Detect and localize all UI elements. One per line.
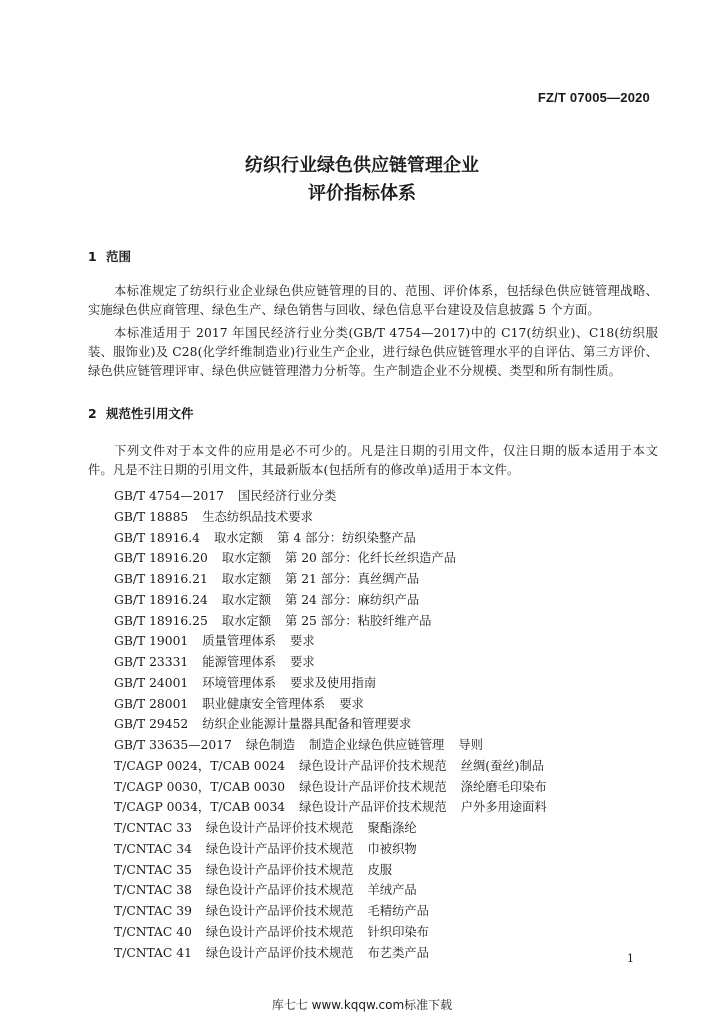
reference-item: [114, 901, 674, 922]
section-1-paragraph-1: 本标准规定了纺织行业企业绿色供应链管理的目的、范围、评价体系，包括绿色供应链管理战略、实施绿色供应商管理、绿色生产、绿色销售与回收、绿色信息平台建设及信息披露 5 个方面。: [88, 284, 658, 317]
section-1-number: 1: [88, 249, 97, 264]
reference-title-part: 涤纶磨毛印染布: [460, 779, 547, 794]
reference-title-part: 环境管理体系: [202, 675, 277, 690]
reference-item: [114, 507, 674, 528]
section-2-intro: 下列文件对于本文件的应用是必不可少的。凡是注日期的引用文件，仅注日期的版本适用于本文件。凡是不注日期的引用文件，其最新版本(包括所有的修改单)适用于本文件。: [88, 444, 658, 477]
reference-item: [114, 548, 674, 569]
reference-item: [114, 631, 674, 652]
reference-code: GB/T 33635—2017: [114, 738, 232, 752]
reference-title-part: 绿色设计产品评价技术规范: [205, 945, 354, 960]
reference-title-part: 第 20 部分：化纤长丝织造产品: [285, 551, 457, 566]
reference-title-part: 绿色制造: [245, 738, 296, 752]
reference-title-part: 绿色设计产品评价技术规范: [205, 904, 354, 918]
reference-code: T/CAGP 0034，T/CAB 0034: [114, 800, 286, 815]
reference-title-part: 巾被织物: [367, 841, 417, 856]
reference-code: T/CAGP 0024，T/CAB 0024: [114, 758, 286, 773]
reference-title-part: 能源管理体系: [202, 655, 277, 669]
reference-code: GB/T 19001: [114, 634, 189, 649]
reference-code: GB/T 4754—2017: [114, 489, 224, 503]
reference-title-part: 绿色设计产品评价技术规范: [205, 862, 354, 877]
reference-code: GB/T 23331: [114, 655, 189, 669]
reference-item: [114, 652, 674, 673]
reference-title-part: 制造企业绿色供应链管理: [309, 738, 445, 752]
reference-item: [114, 611, 674, 632]
section-2-number: 2: [88, 406, 97, 421]
reference-title-part: 取水定额: [221, 572, 271, 586]
reference-title-part: 要求及使用指南: [290, 675, 377, 690]
standard-number: FZ/T 07005—2020: [537, 90, 650, 105]
section-2-heading: [88, 404, 194, 422]
reference-item: [114, 486, 674, 507]
page-number: 1: [627, 952, 634, 965]
reference-code: GB/T 29452: [114, 717, 189, 732]
reference-item: [114, 860, 674, 881]
reference-code: T/CNTAC 34: [114, 841, 192, 856]
reference-title-part: 绿色设计产品评价技术规范: [299, 800, 447, 815]
reference-title-part: 绿色设计产品评价技术规范: [299, 758, 447, 773]
reference-title-part: 职业健康安全管理体系: [202, 696, 326, 711]
reference-code: GB/T 18916.25: [114, 613, 208, 628]
reference-title-part: 羊绒产品: [367, 883, 417, 898]
reference-title-part: 纺织企业能源计量器具配备和管理要求: [202, 717, 412, 732]
reference-code: GB/T 18885: [114, 509, 189, 524]
reference-code: T/CNTAC 41: [114, 945, 192, 960]
reference-title-part: 取水定额: [213, 530, 264, 545]
reference-title-part: 第 4 部分：纺织染整产品: [277, 530, 416, 545]
reference-title-part: 取水定额: [221, 551, 271, 566]
reference-title-part: 皮服: [367, 862, 393, 877]
reference-item: [114, 797, 674, 818]
reference-item: [114, 569, 674, 590]
footer-watermark: 库七七 www.kqqw.com标准下载: [271, 998, 453, 1012]
reference-title-part: 第 25 部分：粘胶纤维产品: [285, 613, 432, 628]
reference-title-part: 户外多用途面料: [460, 800, 547, 815]
reference-title-part: 第 24 部分：麻纺织产品: [285, 592, 420, 607]
reference-code: GB/T 24001: [114, 675, 189, 690]
reference-code: GB/T 18916.21: [114, 572, 208, 586]
reference-code: GB/T 18916.24: [114, 592, 208, 607]
reference-code: T/CAGP 0030，T/CAB 0030: [114, 779, 286, 794]
reference-code: T/CNTAC 33: [114, 821, 192, 835]
section-1-paragraph-2: 本标准适用于 2017 年国民经济行业分类(GB/T 4754—2017)中的 C17(纺织业)、C18(纺织服装、服饰业)及 C28(化学纤维制造业)行业生产企业，进行绿色供应链管理水平的自评估、第三方评价、绿色供应链管理评审、绿色供应链管理潜力分析等。生产制造企业不分规模、类型和所有制性质。: [88, 326, 658, 378]
section-1-title: 范围: [106, 249, 132, 264]
reference-title-part: 要求: [290, 655, 315, 669]
reference-item: [114, 714, 674, 735]
reference-title-part: 布艺类产品: [367, 945, 429, 960]
document-title-line-1: 纺织行业绿色供应链管理企业: [245, 155, 479, 176]
reference-code: GB/T 18916.4: [114, 530, 200, 545]
reference-code: GB/T 28001: [114, 696, 189, 711]
reference-item: [114, 673, 674, 694]
section-2-title: 规范性引用文件: [106, 406, 194, 421]
reference-item: [114, 756, 674, 777]
reference-title-part: 绿色设计产品评价技术规范: [205, 883, 354, 898]
section-1-heading: [88, 247, 131, 265]
reference-item: [114, 590, 674, 611]
reference-title-part: 绿色设计产品评价技术规范: [205, 821, 354, 835]
reference-item: [114, 735, 674, 756]
reference-title-part: 毛精纺产品: [367, 904, 429, 918]
reference-item: [114, 694, 674, 715]
reference-title-part: 绿色设计产品评价技术规范: [205, 841, 354, 856]
document-title-line-2: 评价指标体系: [308, 183, 416, 204]
reference-title-part: 绿色设计产品评价技术规范: [205, 924, 354, 939]
reference-title-part: 国民经济行业分类: [238, 489, 337, 503]
reference-title-part: 导则: [458, 738, 483, 752]
reference-title-part: 生态纺织品技术要求: [202, 509, 313, 524]
reference-code: T/CNTAC 39: [114, 904, 192, 918]
reference-title-part: 要求: [339, 696, 364, 711]
reference-title-part: 质量管理体系: [202, 634, 277, 649]
normative-references-list: [114, 486, 674, 963]
reference-item: [114, 839, 674, 860]
reference-title-part: 聚酯涤纶: [367, 821, 417, 835]
reference-item: [114, 880, 674, 901]
reference-title-part: 取水定额: [221, 592, 271, 607]
reference-title-part: 要求: [290, 634, 315, 649]
reference-item: [114, 528, 674, 549]
reference-title-part: 第 21 部分：真丝绸产品: [285, 572, 420, 586]
reference-item: [114, 777, 674, 798]
reference-title-part: 绿色设计产品评价技术规范: [299, 779, 447, 794]
reference-code: GB/T 18916.20: [114, 551, 208, 566]
reference-item: [114, 943, 674, 964]
reference-title-part: 取水定额: [221, 613, 271, 628]
reference-title-part: 丝绸(蚕丝)制品: [460, 758, 545, 773]
reference-code: T/CNTAC 35: [114, 862, 192, 877]
reference-title-part: 针织印染布: [367, 924, 429, 939]
reference-code: T/CNTAC 40: [114, 924, 192, 939]
reference-item: [114, 922, 674, 943]
reference-code: T/CNTAC 38: [114, 883, 192, 898]
reference-item: [114, 818, 674, 839]
